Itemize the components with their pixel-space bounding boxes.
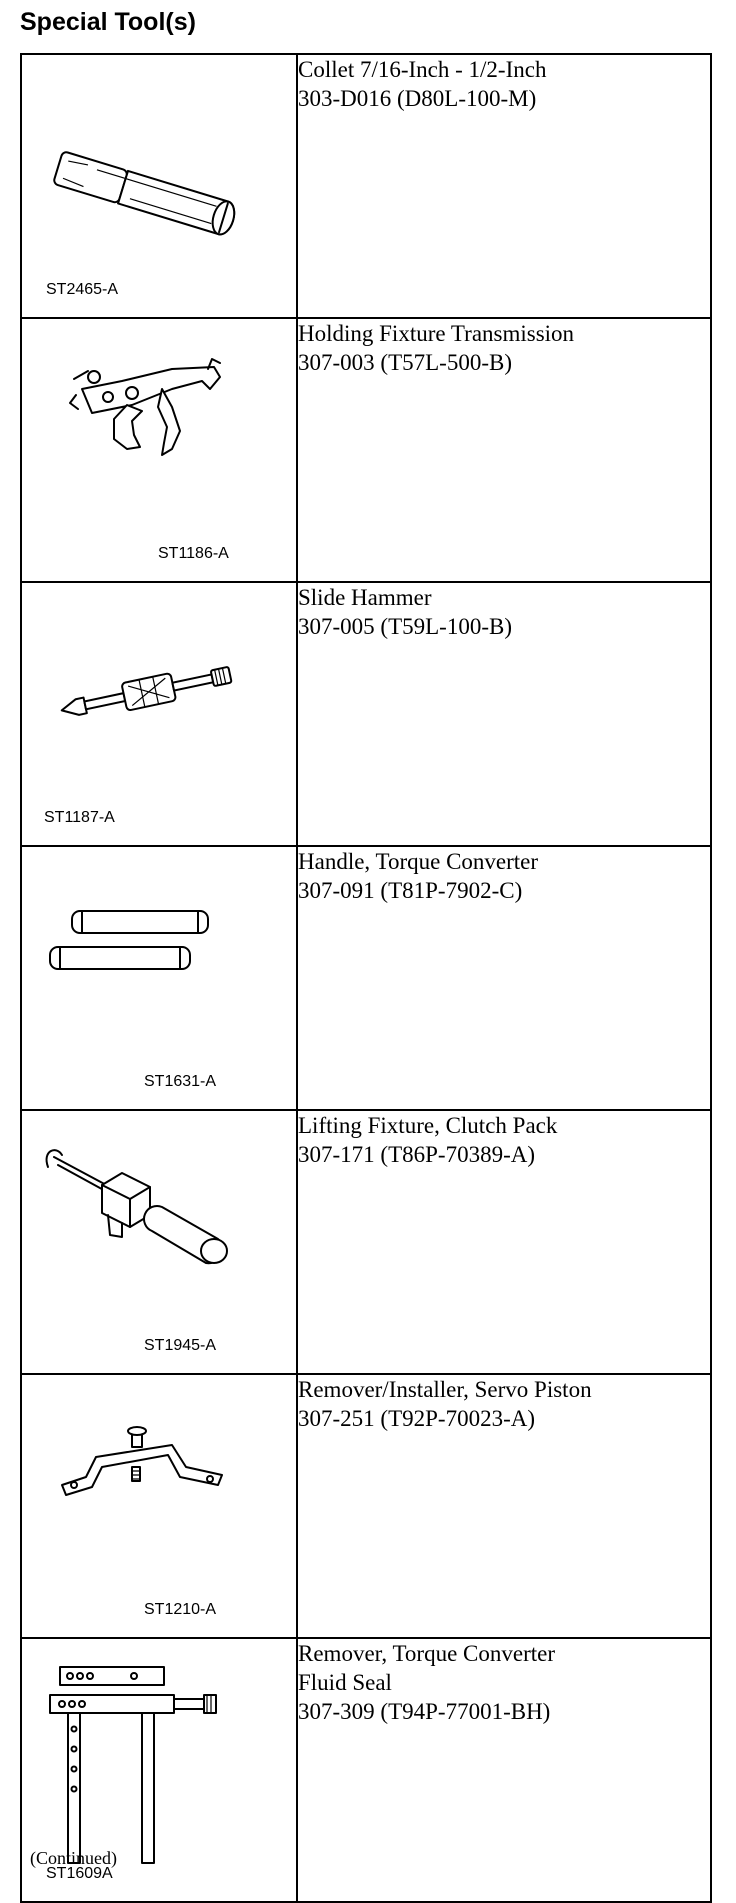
tool-description	[297, 1110, 711, 1374]
tool-code: ST1609A	[46, 1865, 113, 1882]
servo-piston-tool-icon	[22, 1375, 296, 1637]
tool-name: Remover, Torque Converter	[298, 1641, 555, 1666]
continued-note: (Continued)	[30, 1848, 117, 1868]
tool-number: 307-091 (T81P-7902-C)	[298, 878, 523, 903]
tool-code: ST1945-A	[144, 1337, 217, 1354]
tool-illustration-cell	[21, 318, 297, 582]
tool-description	[297, 54, 711, 318]
tool-code: ST2465-A	[46, 281, 119, 298]
tool-number: 307-309 (T94P-77001-BH)	[298, 1699, 551, 1724]
tool-code: ST1210-A	[144, 1601, 217, 1618]
tool-name: Slide Hammer	[298, 585, 432, 610]
table-row	[21, 1374, 711, 1638]
tool-illustration-cell	[21, 54, 297, 318]
lifting-fixture-icon	[22, 1111, 296, 1373]
tool-name-continued: Fluid Seal	[298, 1670, 392, 1695]
table-row	[21, 54, 711, 318]
tool-number: 307-171 (T86P-70389-A)	[298, 1142, 535, 1167]
table-row	[21, 1638, 711, 1902]
tool-number: 307-005 (T59L-100-B)	[298, 614, 512, 639]
table-row	[21, 1110, 711, 1374]
tool-description	[297, 318, 711, 582]
tool-code: ST1186-A	[158, 545, 229, 562]
table-row	[21, 582, 711, 846]
tool-name: Holding Fixture Transmission	[298, 321, 575, 346]
table-row	[21, 318, 711, 582]
tool-illustration-cell	[21, 1374, 297, 1638]
tool-number: 307-251 (T92P-70023-A)	[298, 1406, 535, 1431]
tool-description	[297, 1638, 711, 1902]
slide-hammer-icon	[22, 583, 296, 845]
tool-number: 303-D016 (D80L-100-M)	[298, 86, 537, 111]
tool-description	[297, 582, 711, 846]
table-row	[21, 846, 711, 1110]
tool-description	[297, 846, 711, 1110]
page-title: Special Tool(s)	[20, 8, 196, 36]
tool-name: Remover/Installer, Servo Piston	[298, 1377, 592, 1402]
tool-name: Handle, Torque Converter	[298, 849, 539, 874]
tool-name: Lifting Fixture, Clutch Pack	[298, 1113, 558, 1138]
converter-handle-icon	[22, 847, 296, 1109]
tool-illustration-cell	[21, 1110, 297, 1374]
tool-name: Collet 7/16-Inch - 1/2-Inch	[298, 57, 547, 82]
special-tools-table	[20, 53, 712, 1903]
holding-fixture-icon	[22, 319, 296, 581]
tool-illustration-cell	[21, 582, 297, 846]
collet-icon	[22, 55, 296, 317]
tool-number: 307-003 (T57L-500-B)	[298, 350, 512, 375]
tool-description	[297, 1374, 711, 1638]
tool-code: ST1631-A	[144, 1073, 217, 1090]
tool-code: ST1187-A	[44, 809, 115, 826]
tool-illustration-cell	[21, 846, 297, 1110]
